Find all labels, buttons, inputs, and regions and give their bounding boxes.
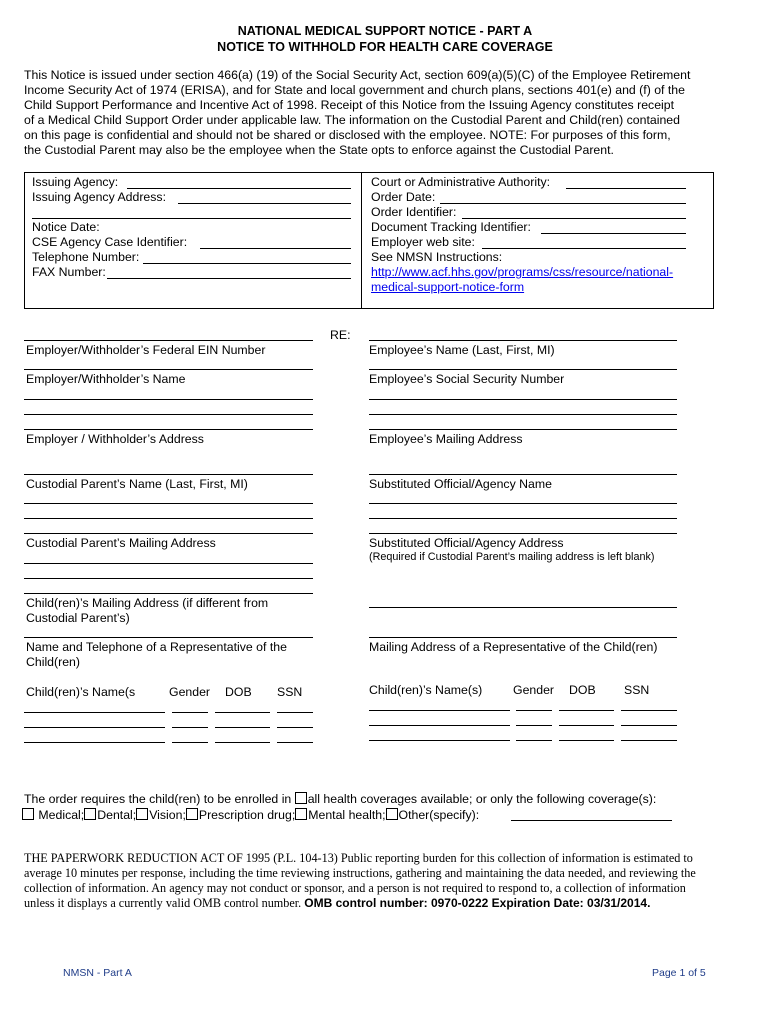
telephone-field[interactable] [143,263,351,264]
coverage-options: Medical; Dental; Vision; Prescription drug; Mental health; Other(specify): [22,808,479,822]
children-ssn-header-right: SSN [624,683,650,697]
child-r3-ssn-field[interactable] [621,740,677,741]
employee-ssn-label: Employee’s Social Security Number [369,372,565,386]
form-subtitle: NOTICE TO WITHHOLD FOR HEALTH CARE COVERAGE [217,40,553,54]
omb-control: OMB control number: 0970-0222 Expiration Date: 03/31/2014. [304,896,651,910]
employer-web-field[interactable] [482,248,686,249]
dental-checkbox[interactable] [84,808,96,820]
rep-address-label: Mailing Address of a Representative of the Child(ren) [369,640,658,654]
issuing-agency-address-field[interactable] [178,203,351,204]
child-2-ssn-field[interactable] [277,727,313,728]
sub-name-field[interactable] [369,474,677,475]
cp-name-label: Custodial Parent’s Name (Last, First, MI) [26,477,248,491]
paperwork-notice: THE PAPERWORK REDUCTION ACT OF 1995 (P.L. 104-13) Public reporting burden for this collection of information is estimated to average 10 minutes per response, including the time reviewing instructions, gathering and maintaining the data needed, and reviewing the collection of information. An agency may not conduct or sponsor, and a person is not required to respond to, a collection of information unless it displays a currently valid OMB control number. OMB control number: 0970-0222 Expiration Date: 03/31/2014. [24,851,696,910]
issuing-agency-address-field-2[interactable] [32,218,351,219]
child-3-gender-field[interactable] [172,742,208,743]
notice-date-label: Notice Date: [32,220,100,234]
child-address-label-cont: Custodial Parent’s) [26,611,130,625]
employer-address-label: Employer / Withholder’s Address [26,432,204,446]
sub-name-label: Substituted Official/Agency Name [369,477,552,491]
rep-name-label: Name and Telephone of a Representative of the [26,640,287,654]
form-title: NATIONAL MEDICAL SUPPORT NOTICE - PART A [237,24,533,38]
other-checkbox[interactable] [386,808,398,820]
box-divider [361,172,362,309]
sub-address-note: (Required if Custodial Parent’s mailing address is left blank) [369,551,655,563]
child-r3-name-field[interactable] [369,740,510,741]
ein-label: Employer/Withholder’s Federal EIN Number [26,343,266,357]
employer-address-field-2[interactable] [24,414,313,415]
footer-form-name: NMSN - Part A [63,967,132,979]
medical-checkbox[interactable] [22,808,34,820]
footer-page-number: Page 1 of 5 [652,967,706,979]
child-2-gender-field[interactable] [172,727,208,728]
child-address-field-1[interactable] [24,563,313,564]
fax-field[interactable] [107,278,351,279]
children-name-header-right: Child(ren)’s Name(s) [369,683,483,697]
other-specify-field[interactable] [511,820,672,821]
employer-address-field-1[interactable] [24,399,313,400]
vision-checkbox[interactable] [136,808,148,820]
all-coverages-checkbox[interactable] [295,792,307,804]
order-date-field[interactable] [440,203,686,204]
doc-tracking-field[interactable] [541,233,686,234]
order-id-field[interactable] [462,218,686,219]
child-r1-gender-field[interactable] [516,710,552,711]
employee-address-field-3[interactable] [369,429,677,430]
children-ssn-header: SSN [277,685,303,699]
employer-web-label: Employer web site: [371,235,475,249]
mental-health-checkbox[interactable] [295,808,307,820]
re-label: RE: [330,328,351,342]
child-r2-name-field[interactable] [369,725,510,726]
child-1-dob-field[interactable] [215,712,270,713]
court-label: Court or Administrative Authority: [371,175,551,189]
employer-address-field-3[interactable] [24,429,313,430]
child-r1-name-field[interactable] [369,710,510,711]
child-1-name-field[interactable] [24,712,165,713]
order-date-label: Order Date: [371,190,436,204]
order-id-label: Order Identifier: [371,205,457,219]
doc-tracking-label: Document Tracking Identifier: [371,220,531,234]
rep-name-label-cont: Child(ren) [26,655,80,669]
child-r2-dob-field[interactable] [559,725,614,726]
rep-address-field-1[interactable] [369,607,677,608]
cp-address-field-1[interactable] [24,503,313,504]
child-r1-dob-field[interactable] [559,710,614,711]
child-3-name-field[interactable] [24,742,165,743]
child-1-ssn-field[interactable] [277,712,313,713]
children-gender-header: Gender [169,685,211,699]
child-r3-gender-field[interactable] [516,740,552,741]
children-dob-header: DOB [225,685,252,699]
ein-field[interactable] [24,340,313,341]
prescription-checkbox[interactable] [186,808,198,820]
child-address-field-3[interactable] [24,593,313,594]
issuing-agency-field[interactable] [127,188,351,189]
issuing-agency-address-label: Issuing Agency Address: [32,190,166,204]
rep-address-field-2[interactable] [369,637,677,638]
employee-name-field[interactable] [369,340,677,341]
child-r2-gender-field[interactable] [516,725,552,726]
nmsn-instructions-link-cont[interactable]: medical-support-notice-form [371,280,525,294]
child-1-gender-field[interactable] [172,712,208,713]
employee-address-field-2[interactable] [369,414,677,415]
employee-address-field-1[interactable] [369,399,677,400]
cp-address-label: Custodial Parent’s Mailing Address [26,536,216,550]
court-field[interactable] [566,188,686,189]
sub-address-label: Substituted Official/Agency Address [369,536,564,550]
child-address-label: Child(ren)’s Mailing Address (if different from [26,596,269,610]
children-name-header: Child(ren)’s Name(s [26,685,136,699]
sub-address-field-2[interactable] [369,518,677,519]
child-3-dob-field[interactable] [215,742,270,743]
sub-address-field-1[interactable] [369,503,677,504]
cp-address-field-3[interactable] [24,533,313,534]
child-3-ssn-field[interactable] [277,742,313,743]
intro-paragraph: This Notice is issued under section 466(a) (19) of the Social Security Act, section 609(a)(5)(C) of the Employee Retirement Income Security Act of 1974 (ERISA), and for State and local government and church plans, sections 401(e) and (f) of the Child Support Performance and Incentive Act of 1998. Receipt of this Notice from the Issuing Agency constitutes receipt of a Medical Child Support Order under applicable law. The information on the Custodial Parent and Child(ren) contained on this page is confidential and should not be shared or disclosed with the employee. NOTE: For purposes of this form, the Custodial Parent may also be the employee when the State opts to enforce against the Custodial Parent. [24,68,691,157]
employer-name-label: Employer/Withholder’s Name [26,372,186,386]
child-2-dob-field[interactable] [215,727,270,728]
cp-name-field[interactable] [24,474,313,475]
rep-name-field[interactable] [24,637,313,638]
cse-case-id-label: CSE Agency Case Identifier: [32,235,188,249]
sub-address-field-3[interactable] [369,533,677,534]
coverage-statement: The order requires the child(ren) to be enrolled in all health coverages available; or only the following coverage(s): [24,792,657,806]
children-gender-header-right: Gender [513,683,555,697]
child-r1-ssn-field[interactable] [621,710,677,711]
cse-case-id-field[interactable] [200,248,351,249]
nmsn-instructions-link[interactable]: http://www.acf.hhs.gov/programs/css/resource/national- [371,265,674,279]
telephone-label: Telephone Number: [32,250,140,264]
child-r3-dob-field[interactable] [559,740,614,741]
employer-name-field[interactable] [24,369,313,370]
see-instructions-label: See NMSN Instructions: [371,250,503,264]
cp-address-field-2[interactable] [24,518,313,519]
child-address-field-2[interactable] [24,578,313,579]
child-2-name-field[interactable] [24,727,165,728]
children-dob-header-right: DOB [569,683,596,697]
employee-address-label: Employee’s Mailing Address [369,432,523,446]
issuing-agency-label: Issuing Agency: [32,175,119,189]
employee-name-label: Employee’s Name (Last, First, MI) [369,343,555,357]
employee-ssn-field[interactable] [369,369,677,370]
child-r2-ssn-field[interactable] [621,725,677,726]
fax-label: FAX Number: [32,265,106,279]
